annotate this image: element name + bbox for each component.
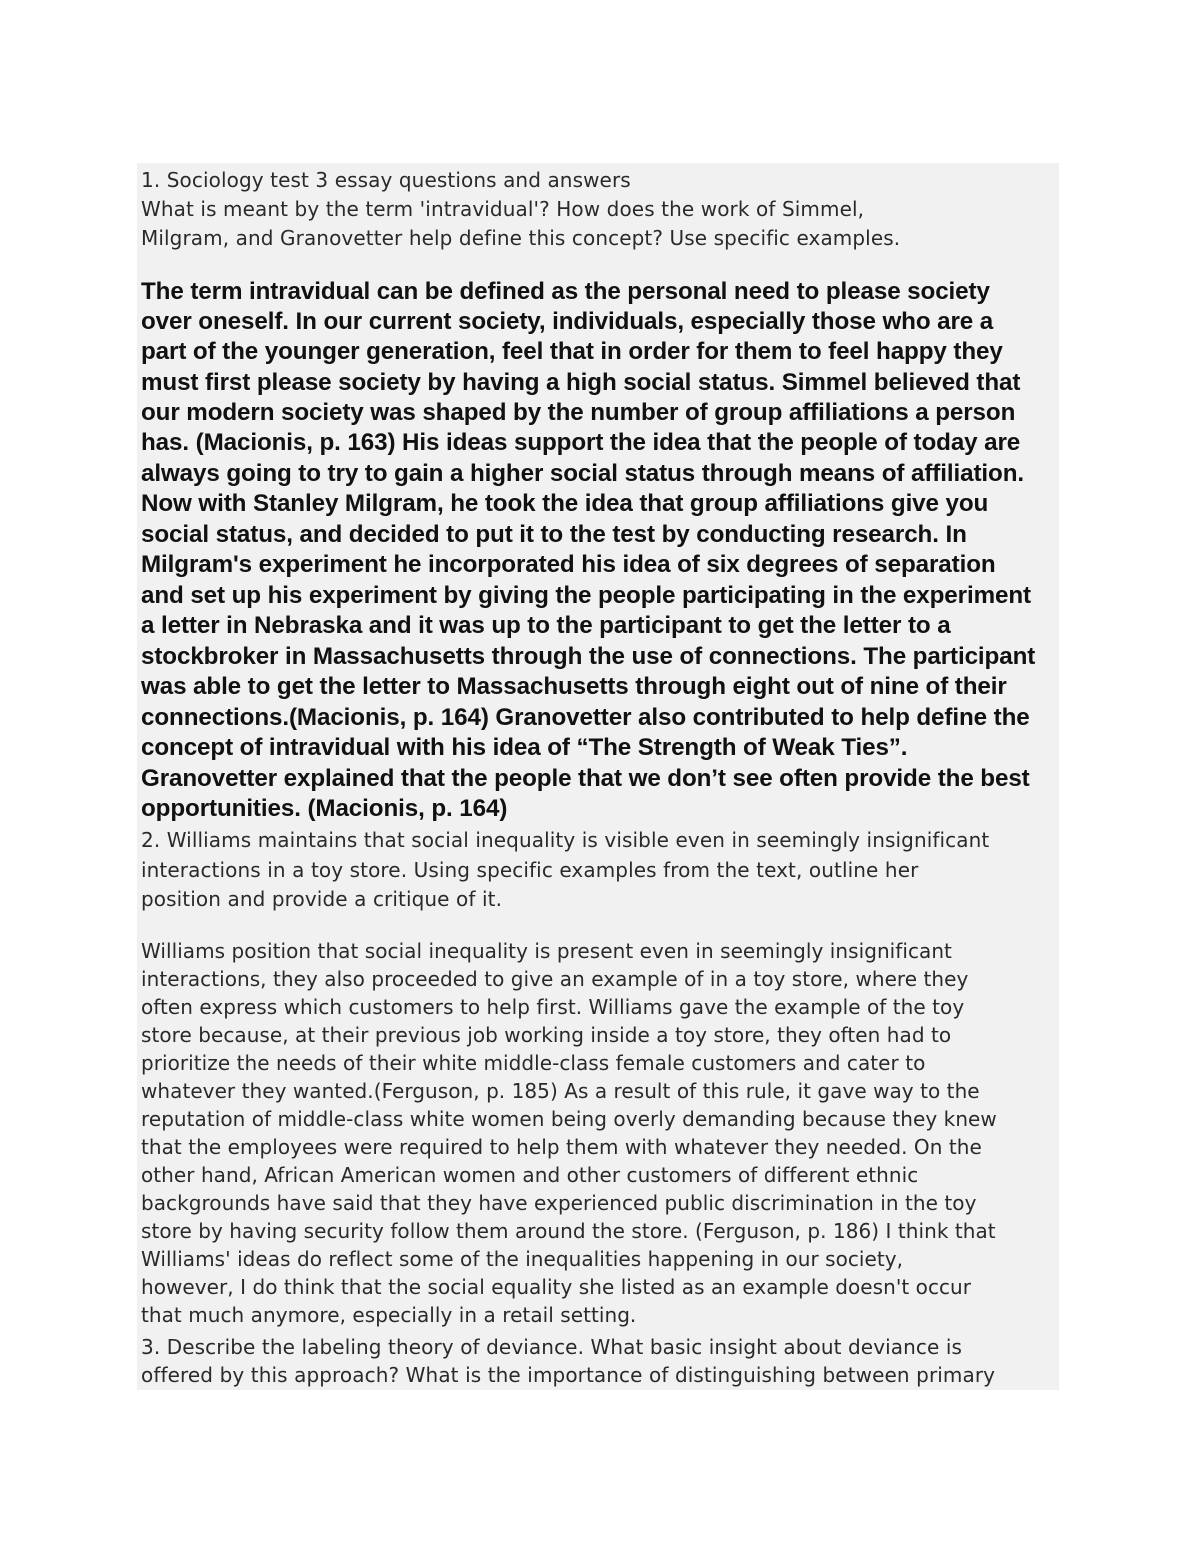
answer-2-line: prioritize the needs of their white middle-class female customers and cater to [141, 1051, 926, 1075]
answer-1-line: concept of intravidual with his idea of “The Strength of Weak Ties”. [141, 734, 908, 761]
answer-2-line: Williams position that social inequality is present even in seemingly insignificant [141, 939, 952, 963]
answer-1-line: part of the younger generation, feel that in order for them to feel happy they [141, 338, 1003, 365]
answer-1-line: Milgram's experiment he incorporated his idea of six degrees of separation [141, 551, 996, 578]
question-2-line: interactions in a toy store. Using specific examples from the text, outline her [141, 858, 919, 882]
answer-2-line: however, I do think that the social equality she listed as an example doesn't occur [141, 1275, 972, 1299]
answer-1-line: was able to get the letter to Massachusetts through eight out of nine of their [141, 673, 1007, 700]
answer-2-line: store by having security follow them around the store. (Ferguson, p. 186) I think that [141, 1219, 996, 1243]
answer-2-line: interactions, they also proceeded to give an example of in a toy store, where they [141, 967, 969, 991]
answer-1-line: The term intravidual can be defined as the personal need to please society [141, 278, 990, 305]
answer-2-line: store because, at their previous job working inside a toy store, they often had to [141, 1023, 952, 1047]
question-3-line: 3. Describe the labeling theory of deviance. What basic insight about deviance is [141, 1335, 963, 1359]
answer-1-line: always going to try to gain a higher social status through means of affiliation. [141, 460, 1025, 487]
answer-1-line: Now with Stanley Milgram, he took the idea that group affiliations give you [141, 490, 989, 517]
answer-1-line: over oneself. In our current society, individuals, especially those who are a [141, 308, 994, 335]
question-3-line: offered by this approach? What is the importance of distinguishing between primary [141, 1363, 996, 1387]
answer-1-line: social status, and decided to put it to the test by conducting research. In [141, 521, 967, 548]
answer-2-line: backgrounds have said that they have experienced public discrimination in the toy [141, 1191, 977, 1215]
answer-1-line: must first please society by having a high social status. Simmel believed that [141, 369, 1021, 396]
answer-1-line: has. (Macionis, p. 163) His ideas support the idea that the people of today are [141, 429, 1021, 456]
answer-2-line: whatever they wanted.(Ferguson, p. 185) As a result of this rule, it gave way to the [141, 1079, 980, 1103]
answer-1-line: connections.(Macionis, p. 164) Granovetter also contributed to help define the [141, 704, 1030, 731]
answer-1-line: Granovetter explained that the people that we don’t see often provide the best [141, 765, 1030, 792]
answer-2-line: often express which customers to help first. Williams gave the example of the toy [141, 995, 965, 1019]
question-2-line: 2. Williams maintains that social inequality is visible even in seemingly insignificant [141, 828, 990, 852]
answer-2-line: that the employees were required to help them with whatever they needed. On the [141, 1135, 982, 1159]
answer-1-line: opportunities. (Macionis, p. 164) [141, 795, 508, 822]
question-1-line: Milgram, and Granovetter help define this concept? Use specific examples. [141, 226, 901, 250]
question-2-line: position and provide a critique of it. [141, 887, 503, 911]
answer-1-line: our modern society was shaped by the number of group affiliations a person [141, 399, 1016, 426]
answer-1-line: stockbroker in Massachusetts through the use of connections. The participant [141, 643, 1036, 670]
answer-2-line: Williams' ideas do reflect some of the inequalities happening in our society, [141, 1247, 904, 1271]
answer-1-line: and set up his experiment by giving the people participating in the experiment [141, 582, 1031, 609]
answer-2-line: other hand, African American women and other customers of different ethnic [141, 1163, 919, 1187]
question-1-line: What is meant by the term 'intravidual'? How does the work of Simmel, [141, 197, 865, 221]
answer-2-line: reputation of middle-class white women being overly demanding because they knew [141, 1107, 997, 1131]
answer-1-line: a letter in Nebraska and it was up to the participant to get the letter to a [141, 612, 951, 639]
answer-2-line: that much anymore, especially in a retail setting. [141, 1303, 637, 1327]
document-heading: 1. Sociology test 3 essay questions and answers [141, 168, 631, 192]
